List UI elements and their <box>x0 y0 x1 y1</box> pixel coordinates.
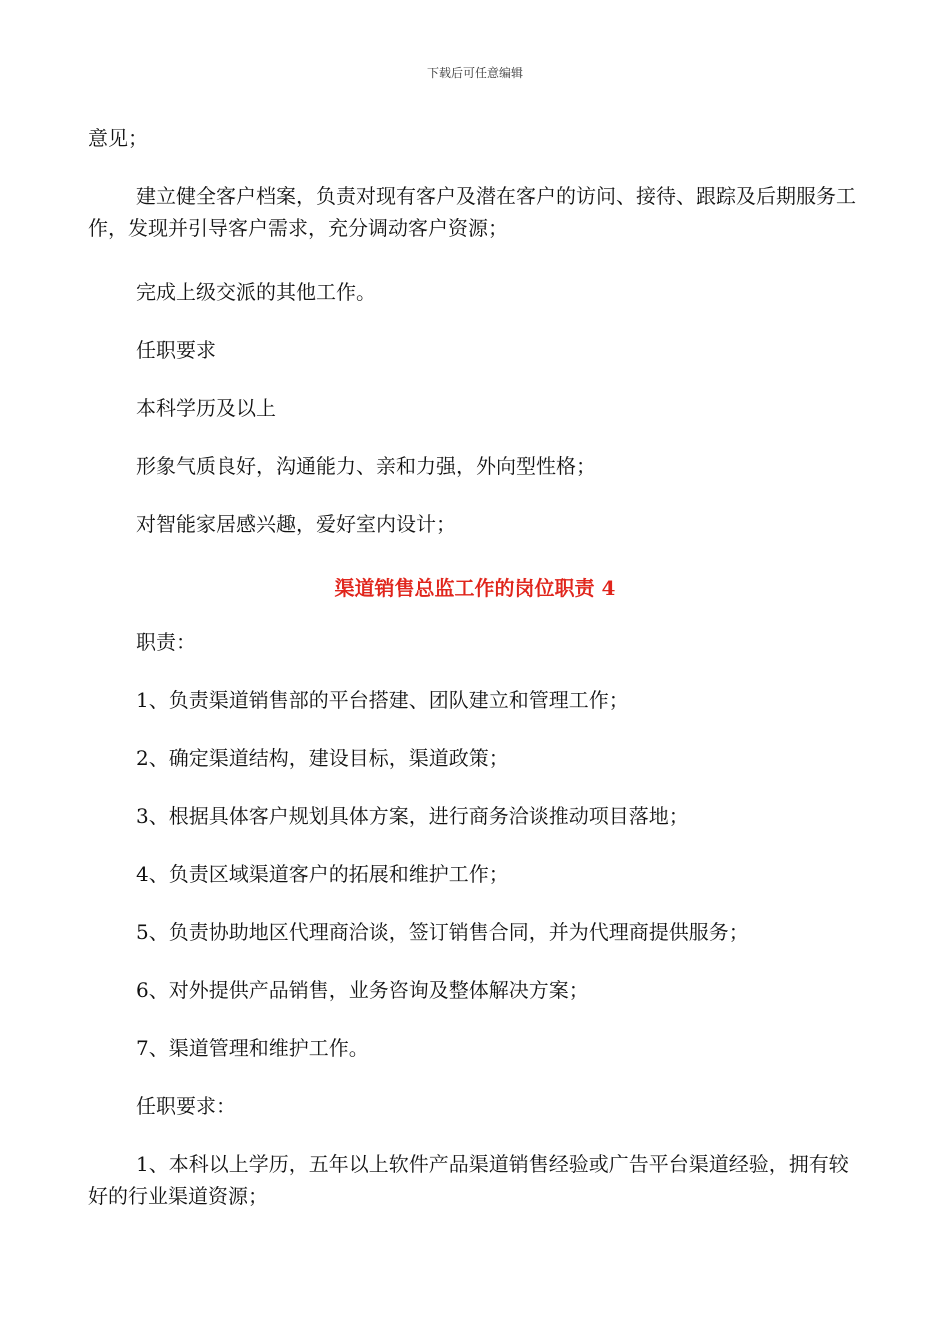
section-heading: 渠道销售总监工作的岗位职责 4 <box>334 576 616 600</box>
list-item: 1、本科以上学历，五年以上软件产品渠道销售经验或广告平台渠道经验，拥有较好的行业渠道资源； <box>88 1152 849 1208</box>
list-item: 3、根据具体客户规划具体方案，进行商务洽谈推动项目落地； <box>136 804 689 828</box>
list-item: 6、对外提供产品销售，业务咨询及整体解决方案； <box>136 978 589 1002</box>
paragraph-requirements-title: 任职要求 <box>136 338 216 362</box>
list-item: 7、渠道管理和维护工作。 <box>136 1036 369 1060</box>
list-item: 1、负责渠道销售部的平台搭建、团队建立和管理工作； <box>136 688 629 712</box>
page-header: 下载后可任意编辑 <box>426 66 523 80</box>
list-item: 5、负责协助地区代理商洽谈，签订销售合同，并为代理商提供服务； <box>136 920 749 944</box>
paragraph-personality: 形象气质良好，沟通能力、亲和力强，外向型性格； <box>136 454 596 478</box>
paragraph-duties-title: 职责： <box>136 630 196 654</box>
paragraph-client-archive: 建立健全客户档案，负责对现有客户及潜在客户的访问、接待、跟踪及后期服务工作，发现并引导客户需求，充分调动客户资源； <box>88 184 856 240</box>
paragraph-other-tasks: 完成上级交派的其他工作。 <box>136 280 376 304</box>
paragraph-education: 本科学历及以上 <box>136 396 276 420</box>
paragraph-requirements-title-2: 任职要求： <box>136 1094 236 1118</box>
paragraph-continuation: 意见； <box>88 126 148 150</box>
paragraph-interest: 对智能家居感兴趣，爱好室内设计； <box>136 512 456 536</box>
list-item: 4、负责区域渠道客户的拓展和维护工作； <box>136 862 509 886</box>
list-item: 2、确定渠道结构，建设目标，渠道政策； <box>136 746 509 770</box>
